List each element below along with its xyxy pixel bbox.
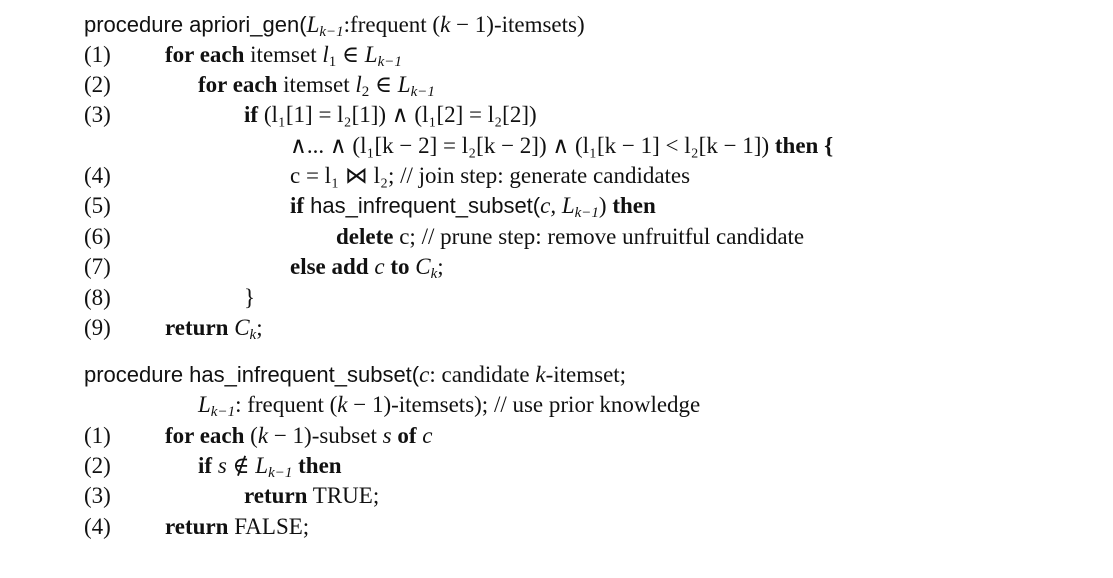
keyword: for each — [165, 423, 245, 448]
line-number: (2) — [84, 453, 111, 478]
var-l: l — [322, 42, 329, 67]
args: c, — [540, 193, 562, 218]
var-C: C — [409, 254, 431, 279]
code-line-2 — [198, 70, 435, 100]
var-k: k — [337, 392, 348, 417]
param-text-end: -itemset; — [545, 362, 627, 387]
code-line-6 — [336, 222, 804, 252]
condition-text: ∧... ∧ (l₁[k − 2] = l₂[k − 2]) ∧ (l₁[k − 1] < l₂[k − 1]) — [290, 133, 770, 158]
keyword: then { — [769, 133, 834, 158]
line-number: (9) — [84, 315, 111, 340]
code-line-4 — [290, 161, 690, 191]
keyword: then — [292, 453, 342, 478]
var-c: c — [416, 423, 433, 448]
code-line-9 — [165, 313, 263, 343]
operator: ∈ — [336, 42, 365, 67]
keyword: return — [165, 315, 229, 340]
var-L-subscript: k−1 — [268, 465, 293, 481]
var-L: L — [198, 392, 211, 417]
p2-code-line-3 — [244, 481, 379, 511]
param-text: : frequent ( — [235, 392, 338, 417]
var-c: c — [368, 254, 391, 279]
keyword: return — [244, 483, 308, 508]
var-L-subscript: k−1 — [410, 84, 435, 100]
var-l: l — [355, 72, 362, 97]
close-paren: ) — [598, 193, 607, 218]
code-line-8 — [244, 283, 255, 313]
param-text-end: − 1)-itemsets); // use prior knowledge — [347, 392, 701, 417]
procedure-has-infrequent-subset-header-2 — [198, 390, 700, 420]
return-value: TRUE; — [307, 483, 380, 508]
line-number: (3) — [84, 483, 111, 508]
var-C-subscript: k — [249, 327, 257, 343]
code-text: itemset — [277, 72, 356, 97]
var-C-subscript: k — [430, 266, 438, 282]
keyword: if — [198, 453, 213, 478]
code-line-7 — [290, 252, 444, 282]
keyword: for each — [165, 42, 245, 67]
var-L-subscript: k−1 — [210, 404, 236, 420]
param-text: :frequent ( — [343, 12, 441, 37]
code-text: itemset — [244, 42, 323, 67]
line-number: (4) — [84, 514, 111, 539]
keyword: of — [391, 423, 417, 448]
code-text: − 1)-subset — [268, 423, 383, 448]
line-number: (2) — [84, 72, 111, 97]
keyword: else add — [290, 254, 369, 279]
p2-code-line-4 — [165, 512, 309, 542]
close-brace: } — [244, 285, 256, 310]
keyword: for each — [198, 72, 278, 97]
p2-code-line-1 — [165, 421, 432, 451]
code-line-3-continued — [290, 131, 833, 161]
line-number: (1) — [84, 42, 111, 67]
operator: ∉ — [226, 453, 256, 478]
var-L: L — [397, 72, 411, 97]
var-k: k — [257, 423, 269, 448]
procedure-apriori-gen-header — [84, 10, 585, 40]
procedure-keyword: procedure apriori_gen( — [84, 12, 307, 37]
code-line-5 — [290, 191, 656, 221]
code-text: ( — [244, 423, 258, 448]
keyword: then — [606, 193, 656, 218]
prune-step-text: c; // prune step: remove unfruitful candidate — [393, 224, 805, 249]
keyword: if — [290, 193, 305, 218]
keyword: to — [390, 254, 410, 279]
p2-code-line-2 — [198, 451, 342, 481]
var-L: L — [255, 453, 269, 478]
var-L: L — [306, 12, 320, 37]
return-value: FALSE; — [228, 514, 310, 539]
var-L-subscript: k−1 — [319, 24, 344, 40]
line-number: (8) — [84, 285, 111, 310]
code-line-1 — [165, 40, 402, 70]
line-number: (6) — [84, 224, 111, 249]
procedure-has-infrequent-subset-header — [84, 360, 626, 390]
function-name: has_infrequent_subset( — [304, 193, 541, 218]
param-text-end: − 1)-itemsets) — [450, 12, 585, 37]
var-L: L — [364, 42, 378, 67]
semicolon: ; — [256, 315, 263, 340]
var-L: L — [561, 193, 575, 218]
param-text: : candidate — [429, 362, 536, 387]
join-step-text: c = l₁ ⋈ l₂; // join step: generate candidates — [290, 163, 691, 188]
var-C: C — [228, 315, 250, 340]
line-number: (3) — [84, 102, 111, 127]
semicolon: ; — [437, 254, 444, 279]
line-number: (1) — [84, 423, 111, 448]
condition-text: (l₁[1] = l₂[1]) ∧ (l₁[2] = l₂[2]) — [258, 102, 537, 127]
procedure-keyword: procedure has_infrequent_subset( — [84, 362, 420, 387]
var-k: k — [440, 12, 451, 37]
keyword: return — [165, 514, 229, 539]
code-line-3 — [244, 100, 537, 130]
line-number: (5) — [84, 193, 111, 218]
operator: ∈ — [369, 72, 398, 97]
var-L-subscript: k−1 — [377, 54, 402, 70]
var-s: s — [212, 453, 227, 478]
var-l-subscript: 2 — [361, 84, 370, 100]
var-s: s — [382, 423, 392, 448]
var-c: c — [419, 362, 430, 387]
var-l-subscript: 1 — [328, 54, 337, 70]
keyword: delete — [336, 224, 394, 249]
line-number: (4) — [84, 163, 111, 188]
line-number: (7) — [84, 254, 111, 279]
keyword: if — [244, 102, 259, 127]
var-k: k — [535, 362, 546, 387]
var-L-subscript: k−1 — [574, 205, 599, 221]
